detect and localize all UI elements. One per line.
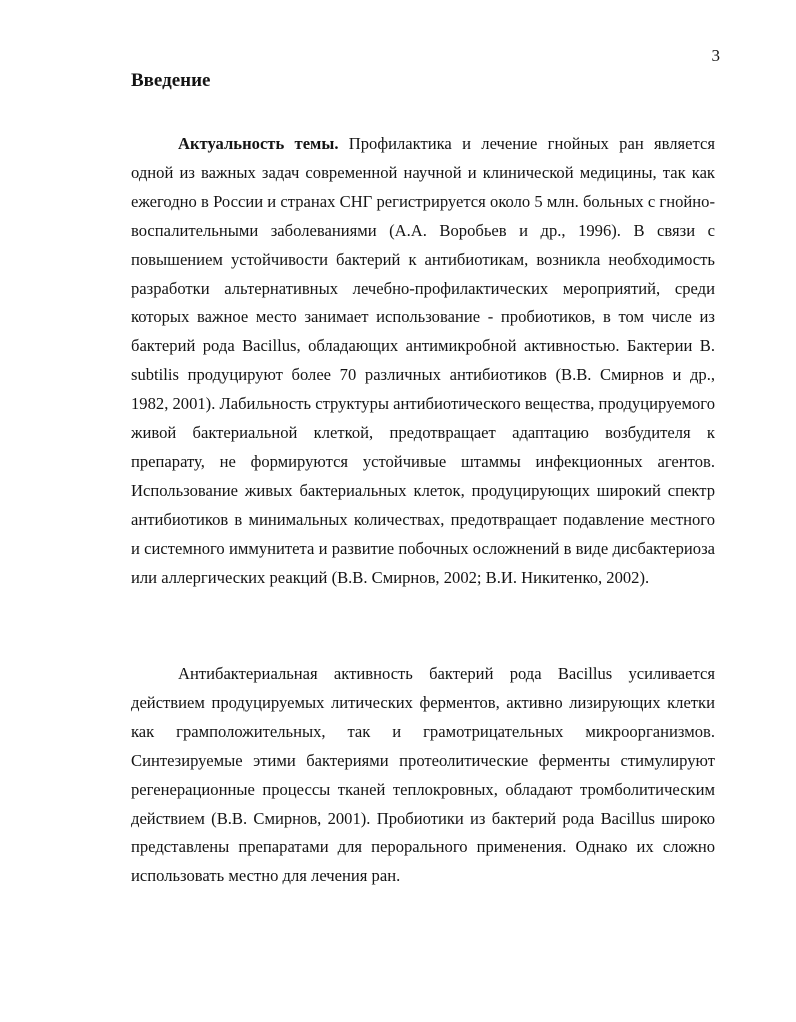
- paragraph-text: Антибактериальная активность бактерий рода Bacillus усиливается действием продуцируемых литических ферментов, активно лизирующих клетки как грамположительных, так и грамотрицательных микроорганизмов. Синтезируемые этими бактериями протеолитические ферменты стимулируют регенерационные процессы тканей теплокровных, обладают тромболитическим действием (В.В. Смирнов, 2001). Пробиотики из бактерий рода Bacillus широко представлены препаратами для перорального применения. Однако их сложно использовать местно для лечения ран.: [131, 664, 715, 886]
- section-heading: Введение: [131, 70, 211, 91]
- page-number: 3: [711, 46, 720, 65]
- paragraph-text: Профилактика и лечение гнойных ран является одной из важных задач современной научной и клинической медицины, так как ежегодно в России и странах СНГ регистрируется около 5 млн. больных с гнойно-воспалительными заболеваниями (А.А. Воробьев и др., 1996). В связи с повышением устойчивости бактерий к антибиотикам, возникла необходимость разработки альтернативных лечебно-профилактических мероприятий, среди которых важное место занимает использование - пробиотиков, в том числе из бактерий рода Bacillus, обладающих антимикробной активностью. Бактерии B. subtilis продуцируют более 70 различных антибиотиков (В.В. Смирнов и др., 1982, 2001). Лабильность структуры антибиотического вещества, продуцируемого живой бактериальной клеткой, предотвращает адаптацию возбудителя к препарату, не формируются устойчивые штаммы инфекционных агентов. Использование живых бактериальных клеток, продуцирующих широкий спектр антибиотиков в минимальных количествах, предотвращает подавление местного и системного иммунитета и развитие побочных осложнений в виде дисбактериоза или аллергических реакций (В.В. Смирнов, 2002; В.И. Никитенко, 2002).: [131, 134, 715, 587]
- paragraph-lead: Актуальность темы.: [178, 134, 339, 153]
- paragraph-antibacterial: [131, 660, 715, 891]
- paragraph-relevance: [131, 130, 715, 593]
